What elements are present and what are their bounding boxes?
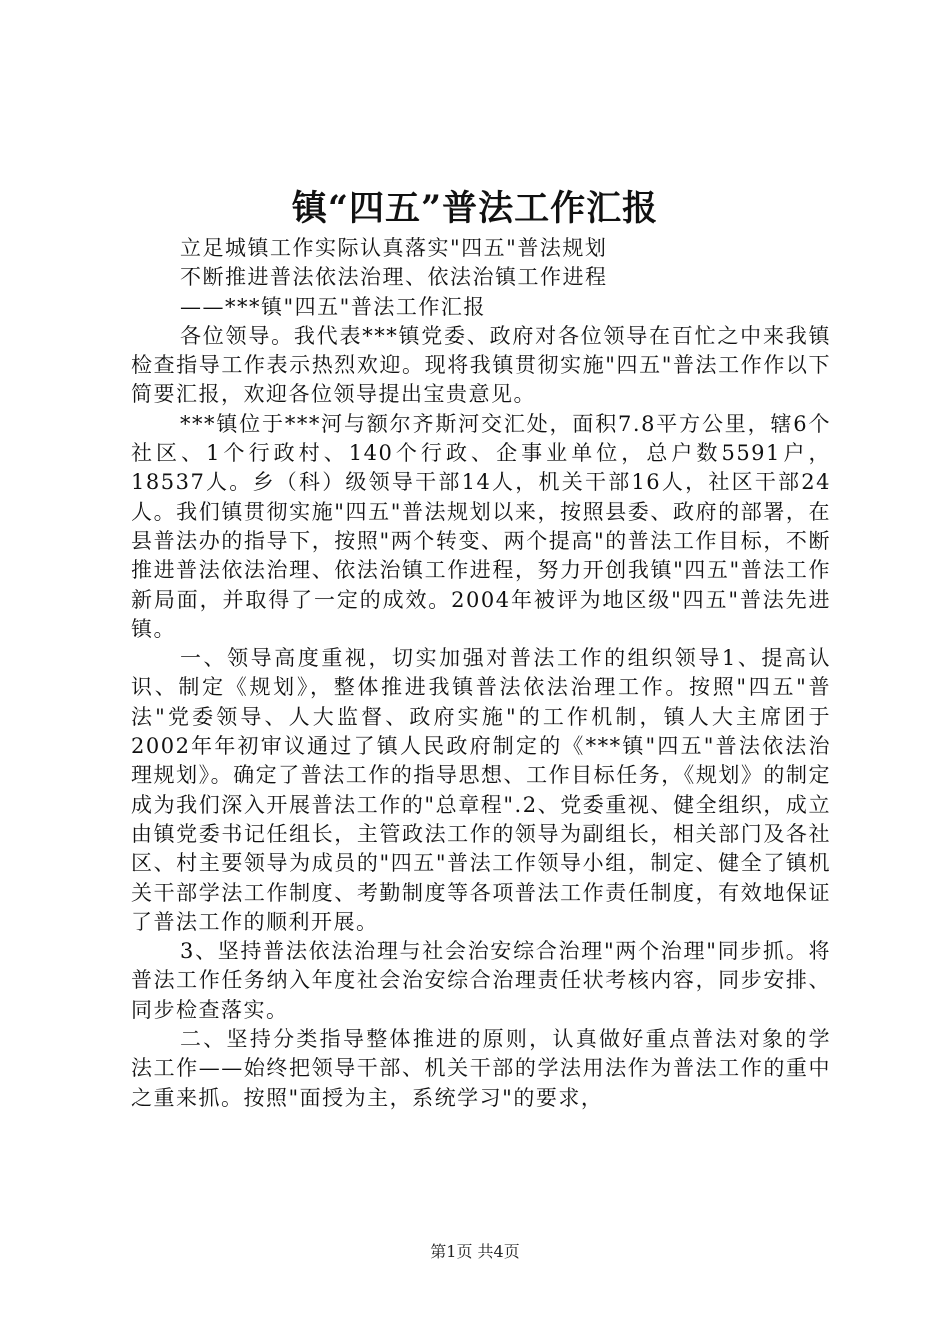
subheading-3: ——***镇"四五"普法工作汇报 [180, 294, 486, 319]
paragraph-greeting: 各位领导。我代表***镇党委、政府对各位领导在百忙之中来我镇检查指导工作表示热烈欢迎。现将我镇贯彻实施"四五"普法工作作以下简要汇报，欢迎各位领导提出宝贵意见。 [131, 323, 831, 407]
page-footer: 第1页 共4页 [430, 1242, 520, 1261]
subheading-2: 不断推进普法依法治理、依法治镇工作进程 [180, 265, 608, 290]
paragraph-overview: ***镇位于***河与额尔齐斯河交汇处，面积7.8平方公里，辖6个社区、1个行政村、140个行政、企事业单位，总户数5591户，18537人。乡（科）级领导干部14人，机关干部16人，社区干部24人。我们镇贯彻实施"四五"普法规划以来，按照县委、政府的部署，在县普法办的指导下，按照"两个转变、两个提高"的普法工作目标，不断推进普法依法治理、依法治镇工作进程，努力开创我镇"四五"普法工作新局面，并取得了一定的成效。2004年被评为地区级"四五"普法先进镇。 [131, 411, 831, 641]
document-body [131, 234, 831, 1113]
paragraph-item-3: 3、坚持普法依法治理与社会治安综合治理"两个治理"同步抓。将普法工作任务纳入年度社会治安综合治理责任状考核内容，同步安排、同步检查落实。 [131, 939, 831, 1022]
document-title: 镇“四五”普法工作汇报 [291, 188, 659, 229]
paragraph-section-1: 一、领导高度重视，切实加强对普法工作的组织领导1、提高认识、制定《规划》，整体推进我镇普法依法治理工作。按照"四五"普法"党委领导、人大监督、政府实施"的工作机制，镇人大主席团于2002年年初审议通过了镇人民政府制定的《***镇"四五"普法依法治理规划》。确定了普法工作的指导思想、工作目标任务，《规划》的制定成为我们深入开展普法工作的"总章程".2、党委重视、健全组织，成立由镇党委书记任组长，主管政法工作的领导为副组长，相关部门及各社区、村主要领导为成员的"四五"普法工作领导小组，制定、健全了镇机关干部学法工作制度、考勤制度等各项普法工作责任制度，有效地保证了普法工作的顺利开展。 [131, 646, 831, 934]
subheading-1: 立足城镇工作实际认真落实"四五"普法规划 [180, 236, 608, 260]
paragraph-section-2: 二、坚持分类指导整体推进的原则，认真做好重点普法对象的学法工作——始终把领导干部、机关干部的学法用法作为普法工作的重中之重来抓。按照"面授为主，系统学习"的要求， [131, 1027, 831, 1110]
